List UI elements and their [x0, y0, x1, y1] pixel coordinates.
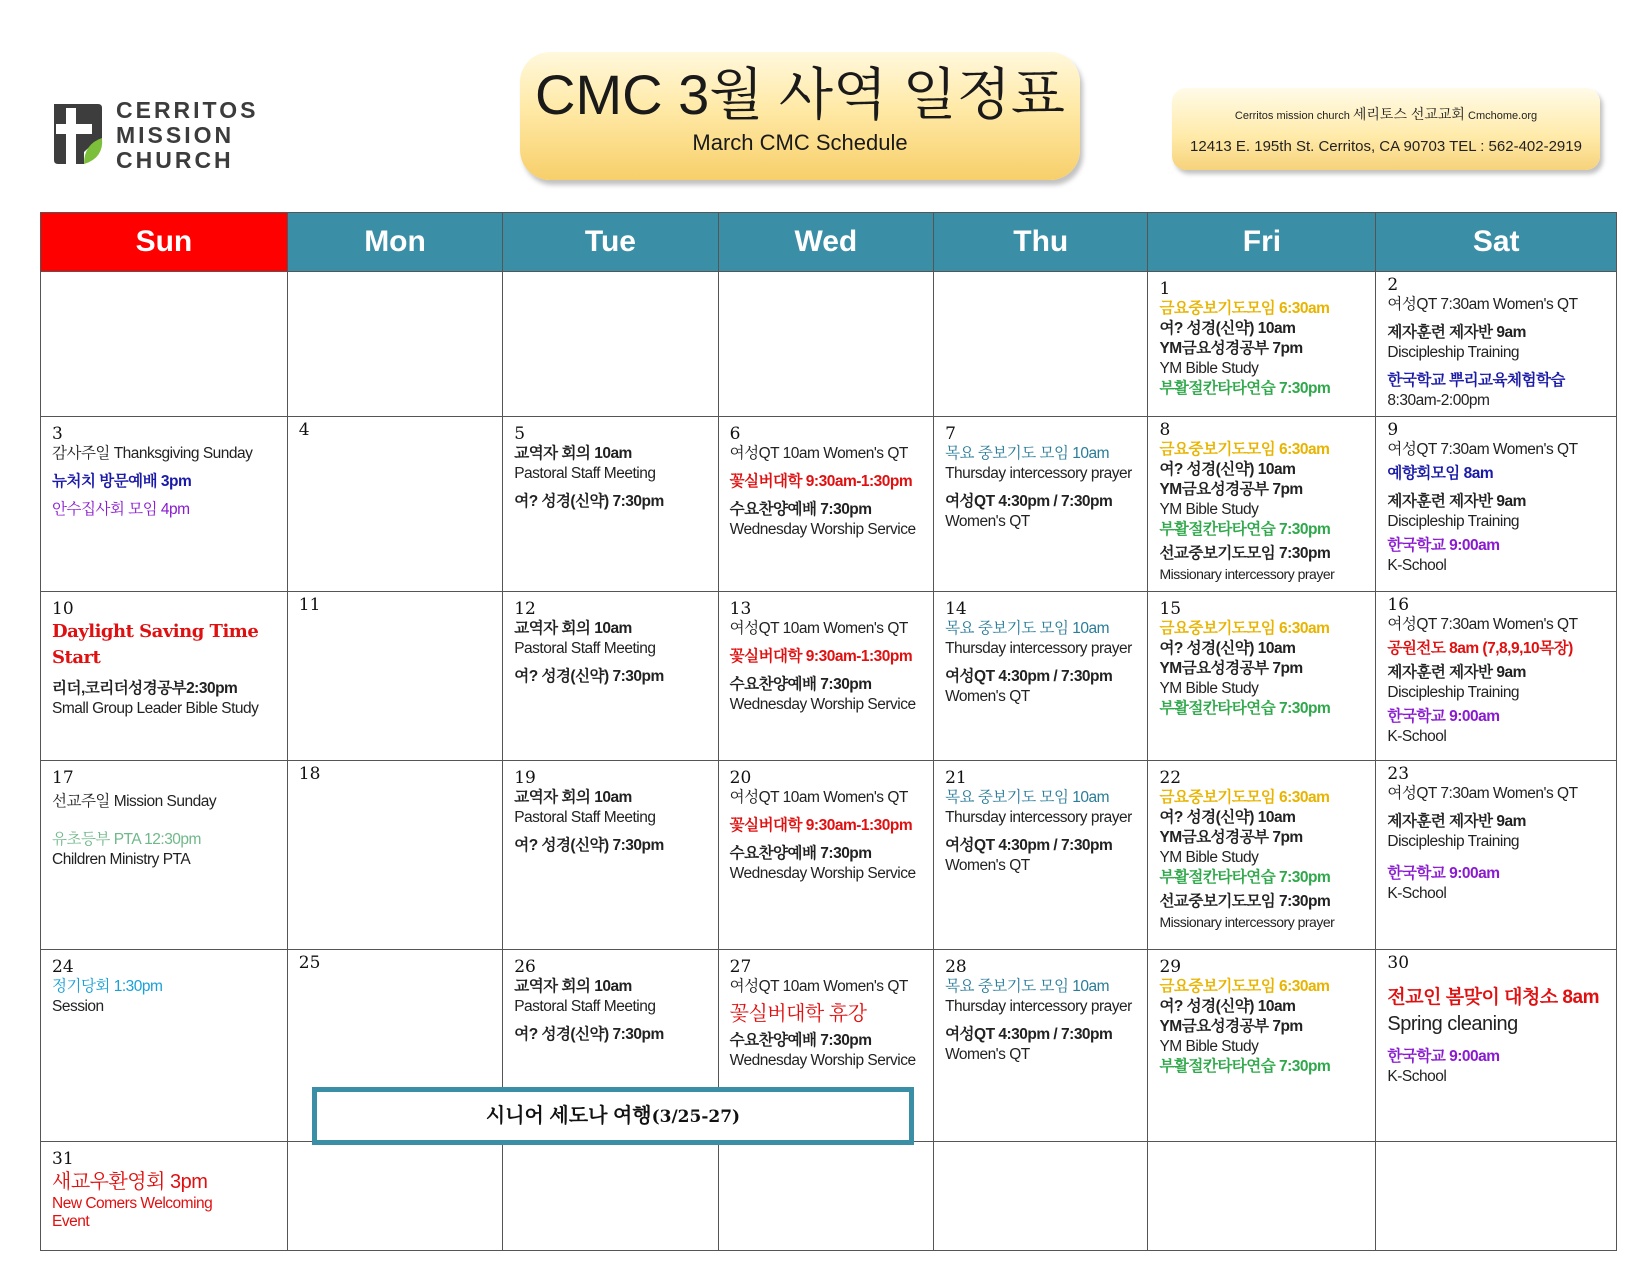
event: Wednesday Worship Service [729, 865, 916, 882]
day-number: 13 [729, 599, 752, 619]
day-cell-1 [1148, 272, 1376, 417]
event: 금요중보기도모임 6:30am [1159, 441, 1330, 458]
event: 여성QT 4:30pm / 7:30pm [945, 1026, 1113, 1043]
weekday-header [41, 213, 1617, 272]
day-cell-empty [718, 1142, 933, 1251]
day-number: 12 [514, 599, 536, 619]
event: 한국학교 9:00am [1387, 1048, 1500, 1065]
event: Daylight Saving Time [52, 621, 259, 642]
event: Discipleship Training [1387, 344, 1520, 361]
cross-leaf-icon [48, 100, 104, 168]
day-number: 9 [1387, 420, 1399, 440]
event: 선교주일 Mission Sunday [52, 793, 217, 810]
event: 여? 성경(신약) 10am [1159, 809, 1296, 826]
day-number: 17 [52, 768, 74, 788]
week-row [41, 417, 1617, 592]
day-cell-empty [287, 272, 502, 417]
event: 선교중보기도모임 7:30pm [1159, 893, 1331, 910]
event: 부활절칸타타연습 7:30pm [1159, 869, 1331, 886]
day-number: 23 [1387, 764, 1410, 784]
event: 선교중보기도모임 7:30pm [1159, 545, 1331, 562]
event: YM금요성경공부 7pm [1159, 829, 1303, 846]
church-name-line: Cerritos mission church 세리토스 선교교회 Cmchome.org [1234, 106, 1538, 122]
day-cell-14 [934, 592, 1148, 761]
day-number: 2 [1387, 275, 1399, 295]
week-row [41, 1142, 1617, 1251]
event: Discipleship Training [1387, 833, 1520, 850]
event: 여성QT 7:30am Women's QT [1387, 785, 1578, 802]
event: Discipleship Training [1387, 513, 1520, 530]
day-cell-empty [934, 272, 1148, 417]
event: 여성QT 10am Women's QT [729, 978, 908, 995]
event: Wednesday Worship Service [729, 696, 916, 713]
day-number: 30 [1387, 953, 1410, 973]
day-cell-7 [934, 417, 1148, 592]
day-number: 27 [729, 957, 752, 977]
day-cell-31 [41, 1142, 288, 1251]
day-number: 19 [514, 768, 536, 788]
day-cell-5 [503, 417, 718, 592]
day-cell-empty [1148, 1142, 1376, 1251]
event: 여성QT 4:30pm / 7:30pm [945, 837, 1113, 854]
event: 수요찬양예배 7:30pm [729, 845, 872, 862]
page-subtitle: March CMC Schedule [692, 130, 908, 155]
day-cell-29 [1148, 950, 1376, 1142]
event: 여? 성경(신약) 10am [1159, 640, 1296, 657]
event: 여? 성경(신약) 10am [1159, 998, 1296, 1015]
senior-trip-dates: (3/25-27) [651, 1107, 741, 1127]
day-number: 4 [298, 420, 310, 440]
event: Wednesday Worship Service [729, 1052, 916, 1069]
page-title: CMC 3월 사역 일정표 [535, 63, 1065, 126]
event: YM Bible Study [1159, 1038, 1259, 1055]
event: 8:30am-2:00pm [1387, 392, 1490, 409]
day-cell-24 [41, 950, 288, 1142]
day-cell-28 [934, 950, 1148, 1142]
day-number: 20 [729, 768, 752, 788]
event: 한국학교 9:00am [1387, 708, 1500, 725]
event: 꽃실버대학 9:30am-1:30pm [729, 473, 913, 490]
event: Start [52, 647, 101, 668]
week-row [41, 592, 1617, 761]
day-cell-empty [1376, 1142, 1617, 1251]
event: 제자훈련 제자반 9am [1387, 664, 1526, 681]
weekday-fri: Fri [1148, 213, 1376, 272]
day-cell-22 [1148, 761, 1376, 950]
event: 여성QT 10am Women's QT [729, 789, 908, 806]
event: 유초등부 PTA 12:30pm [52, 831, 201, 848]
day-number: 16 [1387, 595, 1410, 615]
day-cell-empty [503, 1142, 718, 1251]
week-row [41, 272, 1617, 417]
event: Pastoral Staff Meeting [514, 809, 656, 826]
event: Pastoral Staff Meeting [514, 465, 656, 482]
event: Women's QT [945, 513, 1030, 530]
event: 여성QT 4:30pm / 7:30pm [945, 493, 1113, 510]
day-cell-empty [934, 1142, 1148, 1251]
event: 부활절칸타타연습 7:30pm [1159, 1058, 1331, 1075]
day-number: 22 [1159, 768, 1182, 788]
event: YM Bible Study [1159, 501, 1259, 518]
church-address: 12413 E. 195th St. Cerritos, CA 90703 TEL : 562-402-2919 [1190, 138, 1582, 155]
day-cell-6 [718, 417, 933, 592]
event: 안수집사회 모임 4pm [52, 501, 190, 518]
event: Thursday intercessory prayer [945, 998, 1132, 1015]
day-number: 15 [1159, 599, 1182, 619]
day-number: 18 [298, 764, 321, 784]
week-row [41, 761, 1617, 950]
day-number: 8 [1159, 420, 1171, 440]
day-number: 7 [945, 424, 956, 444]
day-number: 21 [945, 768, 967, 788]
event: K-School [1387, 1068, 1447, 1085]
day-cell-3 [41, 417, 288, 592]
event: 교역자 회의 10am [514, 978, 632, 995]
event: 한국학교 뿌리교육체험학습 [1387, 372, 1565, 389]
event: YM금요성경공부 7pm [1159, 660, 1303, 677]
event: Pastoral Staff Meeting [514, 640, 656, 657]
day-cell-empty [41, 272, 288, 417]
event: YM금요성경공부 7pm [1159, 481, 1303, 498]
event: 교역자 회의 10am [514, 620, 632, 637]
senior-trip-banner [312, 1087, 914, 1145]
event: 꽃실버대학 9:30am-1:30pm [729, 648, 913, 665]
day-number: 3 [52, 424, 63, 444]
event: 교역자 회의 10am [514, 789, 632, 806]
day-cell-empty [287, 1142, 502, 1251]
event: Women's QT [945, 857, 1030, 874]
event: 금요중보기도모임 6:30am [1159, 300, 1330, 317]
event: 뉴처치 방문예배 3pm [52, 473, 192, 490]
event: 수요찬양예배 7:30pm [729, 501, 872, 518]
event: Women's QT [945, 688, 1030, 705]
event: Women's QT [945, 1046, 1030, 1063]
logo-text: CERRITOS MISSION CHURCH [116, 97, 259, 173]
day-number: 28 [945, 957, 967, 977]
day-number: 24 [52, 957, 74, 977]
event: 여성QT 10am Women's QT [729, 620, 908, 637]
day-cell-11 [287, 592, 502, 761]
event: 부활절칸타타연습 7:30pm [1159, 521, 1331, 538]
event: 목요 중보기도 모임 10am [945, 620, 1110, 637]
event: 교역자 회의 10am [514, 445, 632, 462]
event: 여? 성경(신약) 10am [1159, 461, 1296, 478]
day-cell-empty [718, 272, 933, 417]
day-number: 26 [514, 957, 536, 977]
event: 새교우환영회 3pm [52, 1171, 208, 1193]
event: YM Bible Study [1159, 849, 1259, 866]
weekday-mon: Mon [287, 213, 502, 272]
event: 여성QT 7:30am Women's QT [1387, 296, 1578, 313]
event: 금요중보기도모임 6:30am [1159, 620, 1330, 637]
event: 목요 중보기도 모임 10am [945, 978, 1110, 995]
event: 꽃실버대학 9:30am-1:30pm [729, 817, 913, 834]
event: Pastoral Staff Meeting [514, 998, 656, 1015]
day-number: 31 [52, 1149, 74, 1169]
event: Wednesday Worship Service [729, 521, 916, 538]
event: 여? 성경(신약) 7:30pm [514, 668, 664, 685]
weekday-sat: Sat [1376, 213, 1617, 272]
weekday-wed: Wed [718, 213, 933, 272]
event: 목요 중보기도 모임 10am [945, 789, 1110, 806]
day-number: 25 [298, 953, 321, 973]
day-cell-18 [287, 761, 502, 950]
event: K-School [1387, 885, 1447, 902]
day-cell-13 [718, 592, 933, 761]
event: 여? 성경(신약) 10am [1159, 320, 1296, 337]
event: 제자훈련 제자반 9am [1387, 324, 1526, 341]
event: 수요찬양예배 7:30pm [729, 676, 872, 693]
event: YM금요성경공부 7pm [1159, 1018, 1303, 1035]
day-cell-4 [287, 417, 502, 592]
title-banner [520, 52, 1080, 180]
event: Session [52, 998, 104, 1015]
weekday-sun: Sun [41, 213, 288, 272]
day-cell-12 [503, 592, 718, 761]
senior-trip-label: 시니어 세도나 여행 [485, 1105, 652, 1127]
day-number: 6 [729, 424, 741, 444]
day-number: 10 [52, 599, 74, 619]
day-cell-15 [1148, 592, 1376, 761]
event: Missionary intercessory prayer [1159, 914, 1335, 930]
day-cell-9 [1376, 417, 1617, 592]
event: K-School [1387, 728, 1447, 745]
day-cell-17 [41, 761, 288, 950]
event: 목요 중보기도 모임 10am [945, 445, 1110, 462]
event: 제자훈련 제자반 9am [1387, 813, 1526, 830]
event: 한국학교 9:00am [1387, 537, 1500, 554]
day-cell-empty [503, 272, 718, 417]
church-info-box [1172, 88, 1600, 170]
event: Thursday intercessory prayer [945, 640, 1132, 657]
event: Missionary intercessory prayer [1159, 566, 1335, 582]
day-cell-16 [1376, 592, 1617, 761]
event: 예향회모임 8am [1387, 465, 1494, 482]
event: Small Group Leader Bible Study [52, 700, 259, 717]
event: 금요중보기도모임 6:30am [1159, 789, 1330, 806]
event: 여성QT 7:30am Women's QT [1387, 616, 1578, 633]
day-number: 29 [1159, 957, 1182, 977]
day-cell-2 [1376, 272, 1617, 417]
event: 꽃실버대학 휴강 [729, 1003, 867, 1025]
event: 여? 성경(신약) 7:30pm [514, 1026, 664, 1043]
day-cell-23 [1376, 761, 1617, 950]
event: K-School [1387, 557, 1447, 574]
day-number: 5 [514, 424, 526, 444]
church-logo [48, 97, 259, 173]
event: 부활절칸타타연습 7:30pm [1159, 700, 1331, 717]
event: Discipleship Training [1387, 684, 1520, 701]
event: Event [52, 1213, 90, 1230]
event: Spring cleaning [1387, 1013, 1518, 1035]
event: Children Ministry PTA [52, 851, 191, 868]
event: 금요중보기도모임 6:30am [1159, 978, 1330, 995]
day-cell-21 [934, 761, 1148, 950]
event: 정기당회 1:30pm [52, 978, 163, 995]
event: 부활절칸타타연습 7:30pm [1159, 380, 1331, 397]
event: YM금요성경공부 7pm [1159, 340, 1303, 357]
day-number: 11 [298, 595, 321, 615]
event: 여? 성경(신약) 7:30pm [514, 493, 664, 510]
event: YM Bible Study [1159, 680, 1259, 697]
weekday-thu: Thu [934, 213, 1148, 272]
event: 여? 성경(신약) 7:30pm [514, 837, 664, 854]
event: 수요찬양예배 7:30pm [729, 1032, 872, 1049]
day-number: 1 [1159, 279, 1171, 299]
day-cell-8 [1148, 417, 1376, 592]
event: New Comers Welcoming [52, 1195, 213, 1212]
event: Thursday intercessory prayer [945, 465, 1132, 482]
event: 여성QT 10am Women's QT [729, 445, 908, 462]
weekday-tue: Tue [503, 213, 718, 272]
day-cell-19 [503, 761, 718, 950]
event: 제자훈련 제자반 9am [1387, 493, 1526, 510]
event: 공원전도 8am (7,8,9,10목장) [1387, 640, 1573, 657]
event: Thursday intercessory prayer [945, 809, 1132, 826]
event: 전교인 봄맞이 대청소 8am [1387, 987, 1599, 1008]
day-number: 14 [945, 599, 967, 619]
event: YM Bible Study [1159, 360, 1259, 377]
event: 리더,코리더성경공부2:30pm [52, 680, 238, 697]
day-cell-30 [1376, 950, 1617, 1142]
event: 한국학교 9:00am [1387, 865, 1500, 882]
event: 감사주일 Thanksgiving Sunday [52, 445, 253, 462]
day-cell-20 [718, 761, 933, 950]
event: 여성QT 7:30am Women's QT [1387, 441, 1578, 458]
event: 여성QT 4:30pm / 7:30pm [945, 668, 1113, 685]
day-cell-10 [41, 592, 288, 761]
